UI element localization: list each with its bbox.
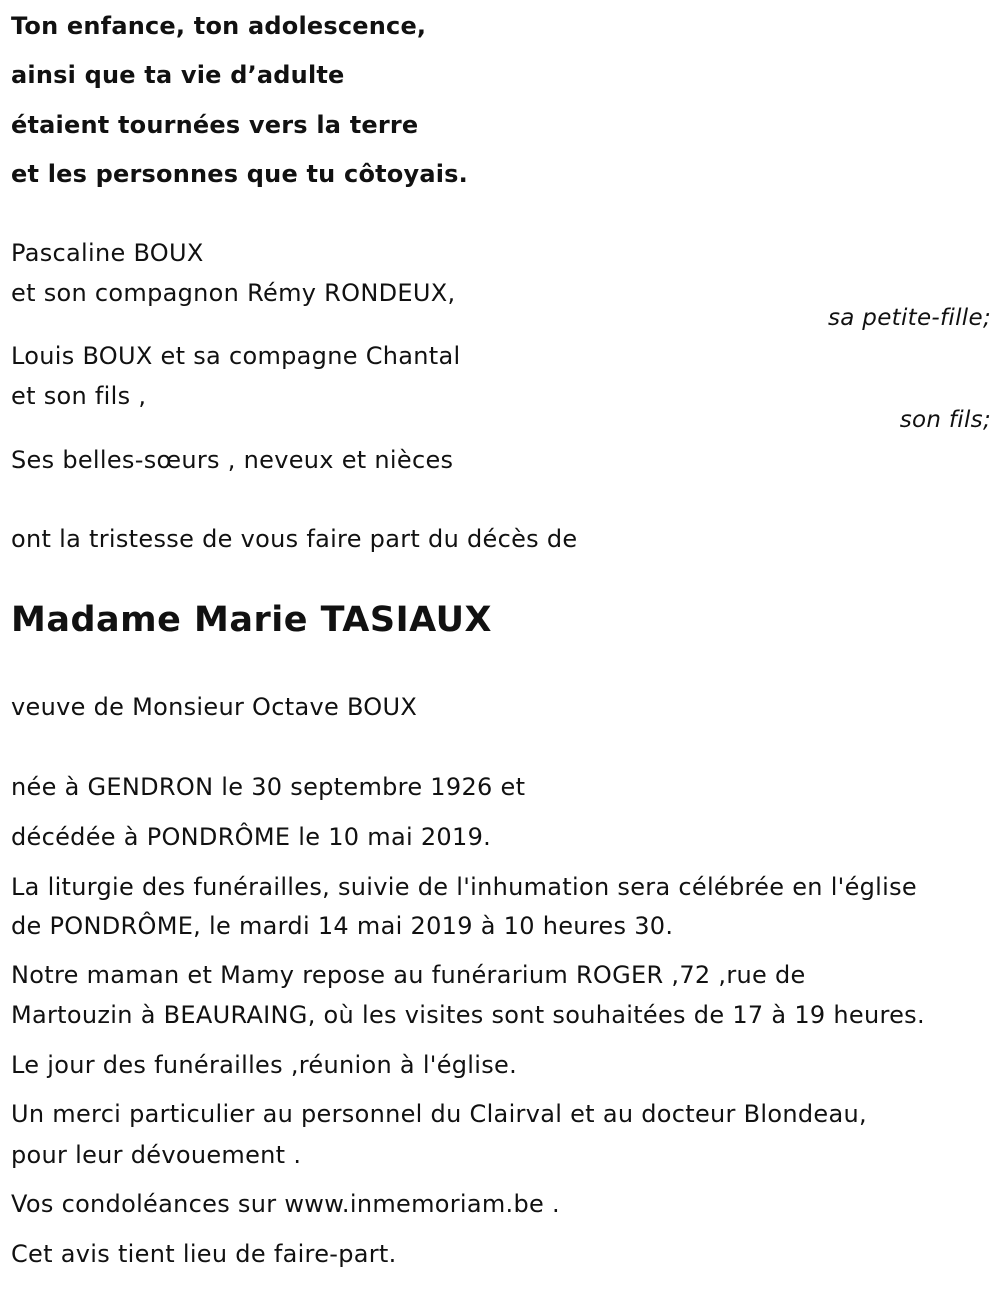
funerarium-line-1: Notre maman et Mamy repose au funérarium ROGER ,72 ,rue de xyxy=(11,961,806,989)
family-granddaughter-name: Pascaline BOUX xyxy=(11,239,204,267)
thanks-line-2: pour leur dévouement . xyxy=(11,1141,302,1169)
relation-son: son fils; xyxy=(899,407,991,433)
notice-text: Cet avis tient lieu de faire-part. xyxy=(11,1240,397,1268)
family-granddaughter-partner: et son compagnon Rémy RONDEUX, xyxy=(11,279,456,307)
condolences-text: Vos condoléances sur www.inmemoriam.be . xyxy=(11,1190,560,1218)
funerarium-line-2: Martouzin à BEAURAING, où les visites sont souhaitées de 17 à 19 heures. xyxy=(11,1001,925,1029)
family-others: Ses belles-sœurs , neveux et nièces xyxy=(11,446,454,474)
poem-line-1: Ton enfance, ton adolescence, xyxy=(11,12,427,40)
family-son-name: Louis BOUX et sa compagne Chantal xyxy=(11,342,461,370)
announcement-text: ont la tristesse de vous faire part du décès de xyxy=(11,525,578,553)
family-son-child: et son fils , xyxy=(11,382,147,410)
death-text: décédée à PONDRÔME le 10 mai 2019. xyxy=(11,823,492,851)
widow-of-text: veuve de Monsieur Octave BOUX xyxy=(11,693,418,721)
meeting-text: Le jour des funérailles ,réunion à l'église. xyxy=(11,1051,518,1079)
birth-text: née à GENDRON le 30 septembre 1926 et xyxy=(11,773,526,801)
poem-line-4: et les personnes que tu côtoyais. xyxy=(11,160,468,188)
liturgy-line-1: La liturgie des funérailles, suivie de l'inhumation sera célébrée en l'église xyxy=(11,873,917,901)
thanks-line-1: Un merci particulier au personnel du Clairval et au docteur Blondeau, xyxy=(11,1100,867,1128)
poem-line-2: ainsi que ta vie d’adulte xyxy=(11,61,345,89)
poem-line-3: étaient tournées vers la terre xyxy=(11,111,419,139)
liturgy-line-2: de PONDRÔME, le mardi 14 mai 2019 à 10 heures 30. xyxy=(11,912,674,940)
relation-granddaughter: sa petite-fille; xyxy=(828,305,991,331)
deceased-name: Madame Marie TASIAUX xyxy=(11,600,493,640)
